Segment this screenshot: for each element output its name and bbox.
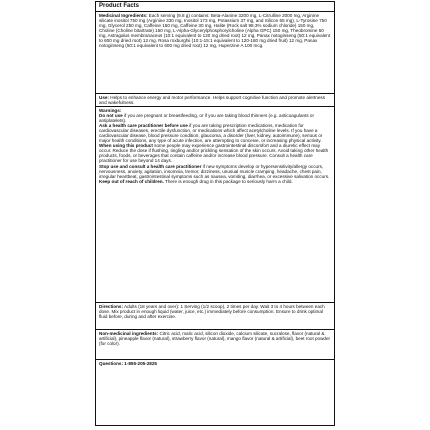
warnings-do-not-use [99, 113, 331, 123]
nonmedicinal-text: Citric acid, malic acid, silicon dioxide, calcium silicate, sucralose, flavor (natural & artificial), pineapple flavor (natural), strawberry flavor (natural), mango flavor (natural & artificial), beet root powder (for color). [99, 331, 331, 347]
product-facts-label [95, 1, 335, 426]
nonmedicinal-section [96, 330, 334, 360]
when-using-text: some people may experience gastrointestinal discomfort and a diuretic effect may occur. Reduce the dose if flushing, tingling and/or prickling sensation of the skin occurs. Avoid taking other health products, foods, or beverages that contain caffeine and/or increase blood pressure. Consult a health care practitioner for use beyond 14 days. [99, 143, 329, 164]
directions-heading: Directions: [99, 304, 123, 309]
questions-phone: 1-855-205-2825 [124, 361, 157, 366]
warnings-stop-use [99, 164, 331, 179]
medicinal-ingredients-text: Each serving (9.8 g) contains: Beta-Alanine 3200 mg, L-Citrulline 2000 mg, Arginine silicate inositol 750 mg (Arginine 330 mg, Inositol 173 mg, Potassium 37 mg, and Silicon 65 mg), L-Tyrosine 750 mg, Glycerol 250 mg, Caffeine 150 mg, Caffeine 30 mg, Halite (Rock salt 98.3% sodium chloride) 150 mg, Choline (Choline bitartrate) 150 mg, L-Alpha-Glycerylphosphorylcholine (Alpha GPC) 150 mg, Theobromine 50 mg, Astragalus membranaceus (10:1 equivalent to 120 mg dried root) 12 mg, Panax notoginseng (50:1 equivalent to 600 mg dried root) 12 mg, Rosa roxburghii (10:1-15:1 equivalent to 120-180 mg dried fruit) 12 mg, Panax notoginseng (50:1 equivalent to 600 mg dried root) 12 mg, Huperzine A 100 mcg. [99, 13, 331, 49]
directions-text: Adults (18 years and over): 1 Serving (1/2 scoop), 2 times per day. Wait 3 to 4 hours between each dose. Mix product in enough liquid (water, juice, etc.) immediately before consumption. Ensure to drink optimal fluid before, during and after exercise. [99, 304, 325, 320]
use-text: Helps to enhance energy and motor performance. Helps support cognitive function and promote alertness and wakefulness. [99, 95, 326, 106]
directions-section [96, 303, 334, 330]
questions-section [96, 360, 334, 370]
use-heading: Use: [99, 95, 109, 100]
warnings-section [96, 107, 334, 303]
questions-heading: Questions: [99, 361, 123, 366]
warnings-heading: Warnings: [99, 108, 122, 113]
warnings-keep-out-of-reach [99, 179, 331, 184]
medicinal-ingredients-heading: Medicinal Ingredients: [99, 13, 148, 18]
do-not-use-text: if you are pregnant or breastfeeding, or if you are taking blood thinners (e.g. anticoagulants or antiplatelets). [99, 113, 315, 124]
warnings-ask-practitioner [99, 123, 331, 143]
when-using-label: When using this product [99, 143, 153, 149]
use-section [96, 94, 334, 107]
keep-out-text: There is enough drug in this package to seriously harm a child. [165, 178, 293, 184]
nonmedicinal-heading: Non-medicinal ingredients: [99, 331, 159, 336]
label-title: Product Facts [96, 2, 334, 12]
ask-practitioner-label: Ask a health care practitioner before use [99, 123, 188, 129]
stop-use-text: if new symptoms develop or hypersensitivity/allergy occurs, nervousness, anxiety, agitation, insomnia, tremor, dizziness, unusual muscle cramping, headache, chest pain, irregular heartbeat, gastrointestinal symptoms such as nausea, vomiting, diarrhea, or excessive salivation occurs. [99, 163, 330, 179]
medicinal-ingredients-section [96, 12, 334, 94]
stop-use-label: Stop use and consult a health care practitioner [99, 163, 202, 169]
warnings-when-using [99, 143, 331, 163]
keep-out-label: Keep out of reach of children. [99, 178, 164, 184]
ask-practitioner-text: if you are taking prescription medications, medication for cardiovascular diseases, erectile dysfunction, or medications which affect acetylcholine levels. If you have a cardiovascular disease, blood pressure condition, glaucoma, a disorder (liver, kidney, autoimmune), serious or major health conditions, any type of acute infection, are attempting to conceive, or increasing physical activity. [99, 123, 323, 144]
do-not-use-label: Do not use [99, 113, 123, 119]
